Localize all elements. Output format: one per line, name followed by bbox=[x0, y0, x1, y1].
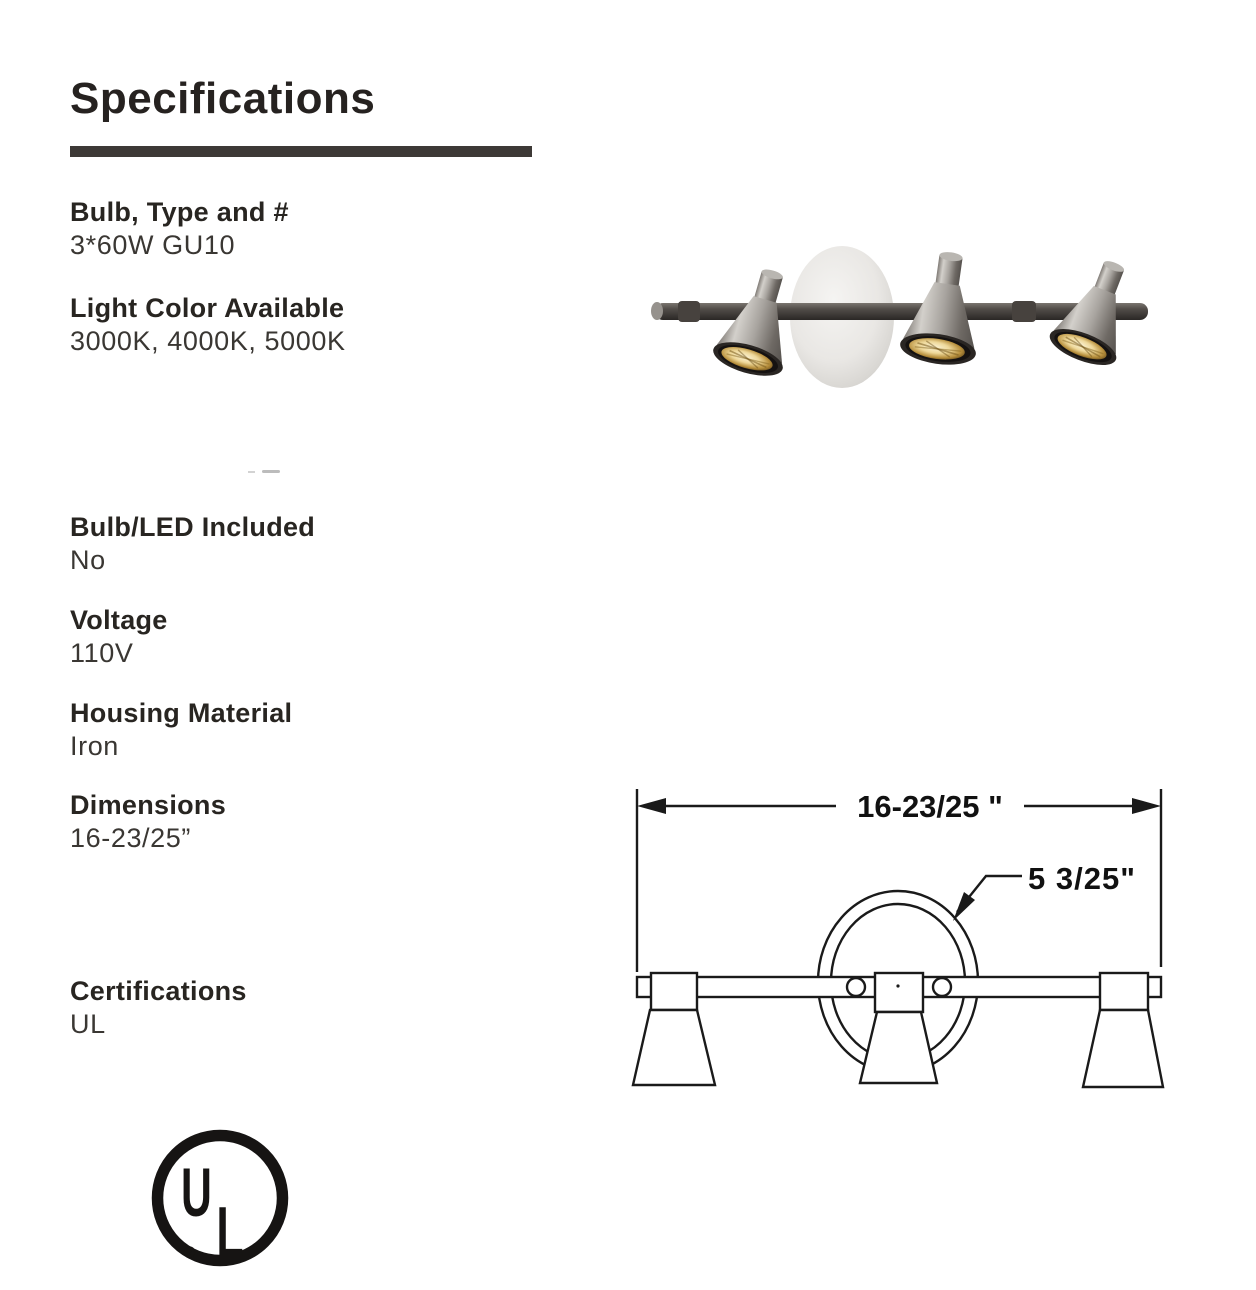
leader-arrowhead bbox=[953, 892, 975, 921]
spec-label: Voltage bbox=[70, 605, 168, 635]
spec-label: Certifications bbox=[70, 976, 247, 1006]
lamp-shade-left bbox=[633, 1010, 715, 1085]
ul-certification-logo bbox=[150, 1128, 290, 1268]
product-photo bbox=[640, 228, 1160, 428]
spec-value: No bbox=[70, 545, 106, 575]
arrowhead-right bbox=[1132, 798, 1161, 814]
spec-item-dimensions bbox=[70, 790, 550, 854]
bar-knob-left bbox=[847, 978, 865, 996]
lamp-shade-right bbox=[1083, 1010, 1163, 1087]
rod-end-cap bbox=[651, 302, 663, 320]
scan-artifact bbox=[248, 469, 294, 474]
ul-logo-letter-u: U bbox=[181, 1154, 212, 1232]
spec-label: Bulb, Type and # bbox=[70, 197, 289, 227]
ul-logo-letter-l: L bbox=[216, 1192, 244, 1268]
spec-item-light-color bbox=[70, 293, 550, 357]
spec-item-bulb-type bbox=[70, 197, 550, 261]
spec-value: 110V bbox=[70, 638, 134, 668]
spec-label: Bulb/LED Included bbox=[70, 512, 316, 542]
spec-value: 3000K, 4000K, 5000K bbox=[70, 326, 346, 356]
bar-knob-right bbox=[933, 978, 951, 996]
title-underline-bar bbox=[70, 146, 532, 157]
spec-value: Iron bbox=[70, 731, 119, 761]
spec-item-bulb-included bbox=[70, 512, 550, 576]
rod-joint-left bbox=[678, 301, 700, 322]
center-mark bbox=[896, 984, 899, 987]
registered-trademark-symbol: ® bbox=[183, 1243, 196, 1262]
spec-item-voltage bbox=[70, 605, 550, 669]
spec-item-certifications bbox=[70, 976, 550, 1040]
lamp-block-center bbox=[875, 973, 923, 1012]
spec-label: Dimensions bbox=[70, 790, 227, 820]
width-dimension-label: 16-23/25 " bbox=[857, 789, 1003, 824]
spec-label: Light Color Available bbox=[70, 293, 345, 323]
spec-label: Housing Material bbox=[70, 698, 293, 728]
lamp-block-right bbox=[1100, 973, 1148, 1010]
arrowhead-left bbox=[637, 798, 666, 814]
lamp-shade-center bbox=[860, 1012, 937, 1083]
spec-value: 3*60W GU10 bbox=[70, 230, 236, 260]
rod-joint-right bbox=[1012, 301, 1036, 322]
spec-value: UL bbox=[70, 1009, 106, 1039]
page-title: Specifications bbox=[70, 74, 376, 123]
canopy-dimension-label: 5 3/25" bbox=[1028, 861, 1136, 896]
dimension-diagram bbox=[615, 765, 1190, 1100]
spec-item-housing-material bbox=[70, 698, 550, 762]
lamp-block-left bbox=[651, 973, 697, 1010]
spec-value: 16-23/25” bbox=[70, 823, 191, 853]
